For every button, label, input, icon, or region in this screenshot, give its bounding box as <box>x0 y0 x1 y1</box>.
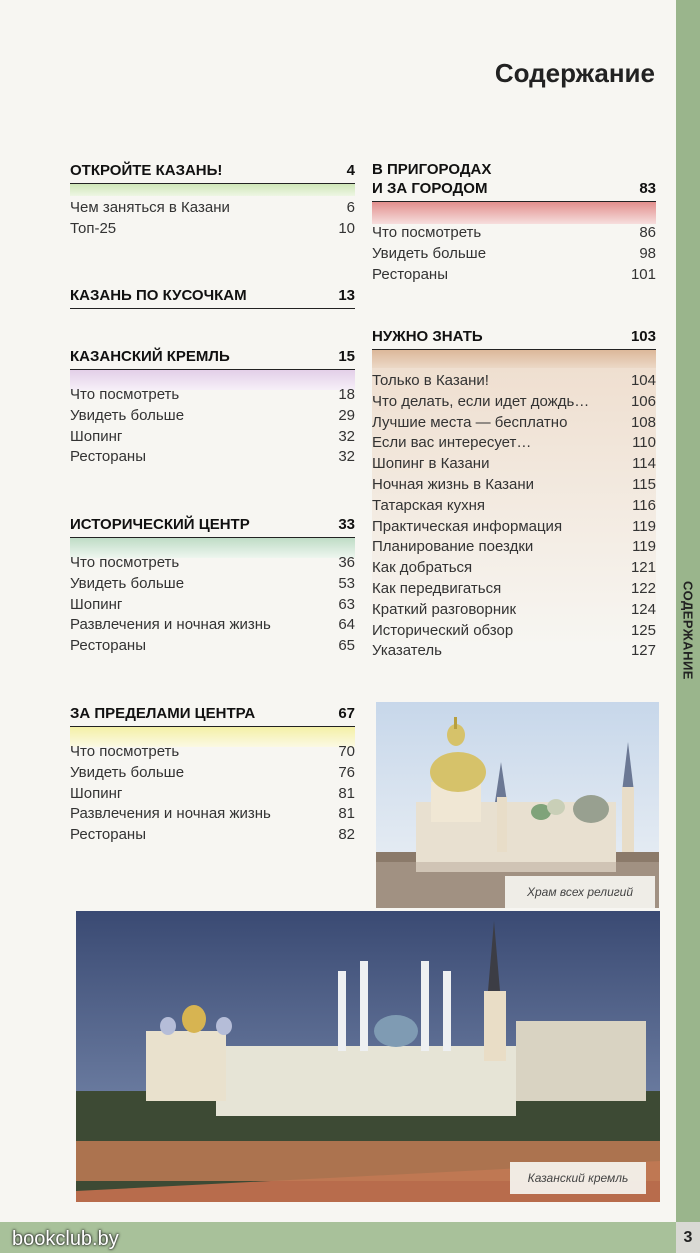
toc-row[interactable]: Увидеть больше 53 <box>70 574 355 592</box>
section-page: 67 <box>338 705 355 722</box>
section-page: 103 <box>630 328 656 345</box>
section-page: 83 <box>639 180 656 197</box>
toc-row[interactable]: Что посмотреть 36 <box>70 554 355 571</box>
kremlin-caption: Казанский кремль <box>510 1162 646 1194</box>
toc-row[interactable]: Чем заняться в Казани 6 <box>70 199 355 216</box>
section-title: КАЗАНЬ ПО КУСОЧКАМ <box>70 287 247 304</box>
toc-row[interactable]: Что посмотреть 86 <box>372 224 656 241</box>
toc-row[interactable]: Что делать, если идет дождь… 106 <box>372 392 656 410</box>
section-title: КАЗАНСКИЙ КРЕМЛЬ <box>70 348 230 365</box>
section-pieces <box>70 287 355 309</box>
toc-row[interactable]: Краткий разговорник 124 <box>372 600 656 618</box>
kremlin-photo <box>76 911 660 1202</box>
toc-row[interactable]: Шопинг 81 <box>70 784 355 802</box>
section-kremlin <box>70 348 355 468</box>
toc-row[interactable]: Рестораны 82 <box>70 826 355 844</box>
toc-row[interactable]: Развлечения и ночная жизнь 64 <box>70 616 355 634</box>
toc-row[interactable]: Топ-25 10 <box>70 219 355 237</box>
kremlin-illustration <box>76 911 660 1202</box>
section-page: 13 <box>338 287 355 304</box>
toc-row[interactable]: Ночная жизнь в Казани 115 <box>372 475 656 493</box>
temple-photo <box>376 702 659 908</box>
toc-row[interactable]: Шопинг в Казани 114 <box>372 455 656 473</box>
toc-row[interactable]: Увидеть больше 29 <box>70 406 355 424</box>
section-title: ОТКРОЙТЕ КАЗАНЬ! <box>70 162 223 179</box>
toc-row[interactable]: Практическая информация 119 <box>372 517 656 535</box>
toc-row[interactable]: Планирование поездки 119 <box>372 538 656 556</box>
toc-row[interactable]: Увидеть больше 76 <box>70 763 355 781</box>
section-discover <box>70 162 355 240</box>
section-title: В ПРИГОРОДАХ И ЗА ГОРОДОМ <box>372 161 492 197</box>
section-title: ИСТОРИЧЕСКИЙ ЦЕНТР <box>70 516 250 533</box>
toc-row[interactable]: Рестораны 101 <box>372 265 656 283</box>
toc-row[interactable]: Лучшие места — бесплатно 108 <box>372 413 656 431</box>
toc-row[interactable]: Только в Казани! 104 <box>372 372 656 389</box>
toc-row[interactable]: Как передвигаться 122 <box>372 579 656 597</box>
section-page: 33 <box>338 516 355 533</box>
section-outside-center <box>70 705 355 846</box>
section-page: 4 <box>346 162 355 179</box>
page-title: Содержание <box>494 58 655 88</box>
toc-row[interactable]: Как добраться 121 <box>372 559 656 577</box>
toc-row[interactable]: Шопинг 32 <box>70 427 355 445</box>
toc-row[interactable]: Исторический обзор 125 <box>372 621 656 639</box>
color-band <box>70 184 355 196</box>
section-page: 15 <box>338 348 355 365</box>
toc-row[interactable]: Если вас интересует… 110 <box>372 434 656 452</box>
toc-row[interactable]: Татарская кухня 116 <box>372 496 656 514</box>
side-label: СОДЕРЖАНИЕ <box>680 580 696 680</box>
section-title: ЗА ПРЕДЕЛАМИ ЦЕНТРА <box>70 705 256 722</box>
toc-row[interactable]: Рестораны 65 <box>70 637 355 655</box>
section-historic-center <box>70 516 355 657</box>
toc-row[interactable]: Что посмотреть 70 <box>70 743 355 760</box>
toc-row[interactable]: Что посмотреть 18 <box>70 386 355 403</box>
toc-row[interactable]: Увидеть больше 98 <box>372 244 656 262</box>
page-number: 3 <box>676 1222 700 1253</box>
section-need-to-know <box>372 328 656 662</box>
watermark: bookclub.by <box>12 1228 119 1250</box>
section-title: НУЖНО ЗНАТЬ <box>372 328 483 345</box>
temple-caption: Храм всех религий <box>505 876 655 908</box>
toc-row[interactable]: Рестораны 32 <box>70 448 355 466</box>
toc-row[interactable]: Развлечения и ночная жизнь 81 <box>70 805 355 823</box>
section-suburbs <box>372 160 656 285</box>
toc-row[interactable]: Указатель 127 <box>372 642 656 660</box>
toc-row[interactable]: Шопинг 63 <box>70 595 355 613</box>
